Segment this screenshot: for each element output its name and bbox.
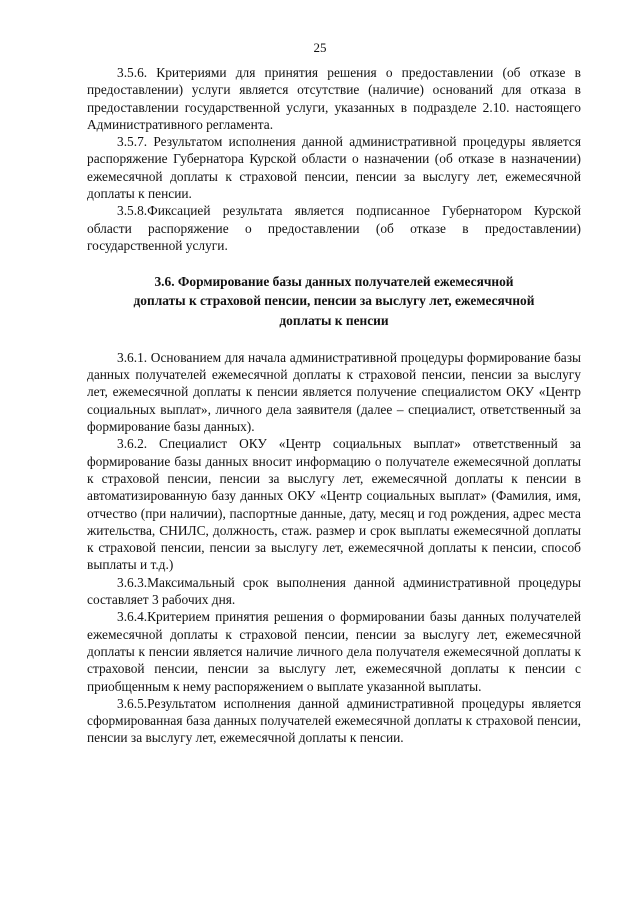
- section-heading-line-2: доплаты к страховой пенсии, пенсии за выслугу лет, ежемесячной: [133, 293, 535, 309]
- paragraph-3-5-6: 3.5.6. Критериями для принятия решения о предоставлении (об отказе в предоставлении) услуги является отсутствие (наличие) оснований для отказа в предоставлении государственной услуги, указанных в подразделе 2.10. настоящего Административного регламента.: [87, 65, 581, 132]
- section-heading-line-1: 3.6. Формирование базы данных получателей ежемесячной: [154, 274, 514, 290]
- document-body: [87, 64, 581, 747]
- paragraph-3-6-1: 3.6.1. Основанием для начала административной процедуры формирование базы данных получателей ежемесячной доплаты к страховой пенсии, пенсии за выслугу лет, ежемесячной доплаты к пенсии является получение специалистом ОКУ «Центр социальных выплат», личного дела заявителя (далее – специалист, ответственный за формирование базы данных).: [87, 349, 581, 435]
- paragraph-3-6-2: 3.6.2. Специалист ОКУ «Центр социальных выплат» ответственный за формирование базы данных вносит информацию о получателе ежемесячной доплаты к страховой пенсии, пенсии за выслугу лет, ежемесячной доплаты к пенсии в автоматизированную базу данных ОКУ «Центр социальных выплат» (Фамилия, имя, отчество (при наличии), паспортные данные, дату, месяц и год рождения, адрес места жительства, СНИЛС, должность, стаж. размер и срок выплаты ежемесячной доплаты к страховой пенсии, пенсии за выслугу лет, ежемесячной доплаты к пенсии, способ выплаты и т.д.): [87, 436, 581, 573]
- paragraph-3-6-4: 3.6.4.Критерием принятия решения о формировании базы данных получателей ежемесячной доплаты к страховой пенсии, пенсии за выслугу лет, ежемесячной доплаты к пенсии является наличие личного дела получателя ежемесячной доплаты к страховой пенсии, пенсии за выслугу лет, ежемесячной доплаты к пенсии с приобщенным к нему распоряжением о выплате указанной выплаты.: [87, 609, 581, 694]
- section-heading-line-3: доплаты к пенсии: [279, 312, 389, 328]
- paragraph-3-5-7: 3.5.7. Результатом исполнения данной административной процедуры является распоряжение Губернатора Курской области о назначении (об отказе в назначении) ежемесячной доплаты к страховой пенсии, пенсии за выслугу лет, ежемесячной доплаты к пенсии.: [87, 134, 581, 202]
- section-heading-3-6: [87, 272, 581, 330]
- paragraph-3-6-5: 3.6.5.Результатом исполнения данной административной процедуры является сформированная база данных получателей ежемесячной доплаты к страховой пенсии, пенсии за выслугу лет, ежемесячной доплаты к пенсии.: [87, 695, 581, 746]
- paragraph-3-5-8: 3.5.8.Фиксацией результата является подписанное Губернатором Курской области распоряжение о предоставлении (об отказе в предоставлении) государственной услуги.: [87, 203, 581, 253]
- page-number: 25: [313, 40, 327, 55]
- paragraph-3-6-3: 3.6.3.Максимальный срок выполнения данной административной процедуры составляет 3 рабочих дня.: [87, 574, 581, 608]
